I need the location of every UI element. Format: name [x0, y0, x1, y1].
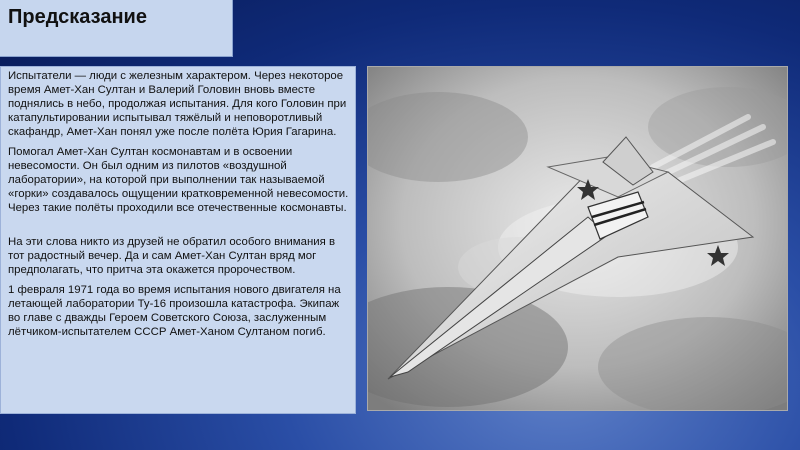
paragraph-1: Испытатели — люди с железным характером. Через некоторое время Амет-Хан Султан и Валерий Головин вновь вместе поднялись в небо, продолжая испытания. Для кого Головин при катапультировании испытывал тяжёлый и неповоротливый скафандр, Амет-Хан понял уже после полёта Юрия Гагарина.: [8, 70, 347, 138]
text-panel: [0, 66, 356, 414]
aircraft-illustration: [368, 67, 788, 411]
slide-title: Предсказание: [8, 6, 147, 28]
aircraft-photo: [367, 66, 788, 411]
paragraph-4: 1 февраля 1971 года во время испытания нового двигателя на летающей лаборатории Ту-16 произошла катастрофа. Экипаж во главе с дважды Героем Советского Союза, заслуженным лётчиком-испытателем СССР Амет-Ханом Султаном погиб.: [8, 284, 341, 338]
title-box: [0, 0, 233, 57]
paragraph-3: На эти слова никто из друзей не обратил особого внимания в тот радостный вечер. Да и сам Амет-Хан Султан вряд мог предполагать, что притча эта окажется пророчеством.: [8, 236, 335, 276]
paragraph-2: Помогал Амет-Хан Султан космонавтам и в освоении невесомости. Он был одним из пилотов «воздушной лаборатории», на которой при выполнении так называемой «горки» создавалось ощущении кратковременной невесомости. Через такие полёты проходили все отечественные космонавты.: [8, 146, 349, 214]
